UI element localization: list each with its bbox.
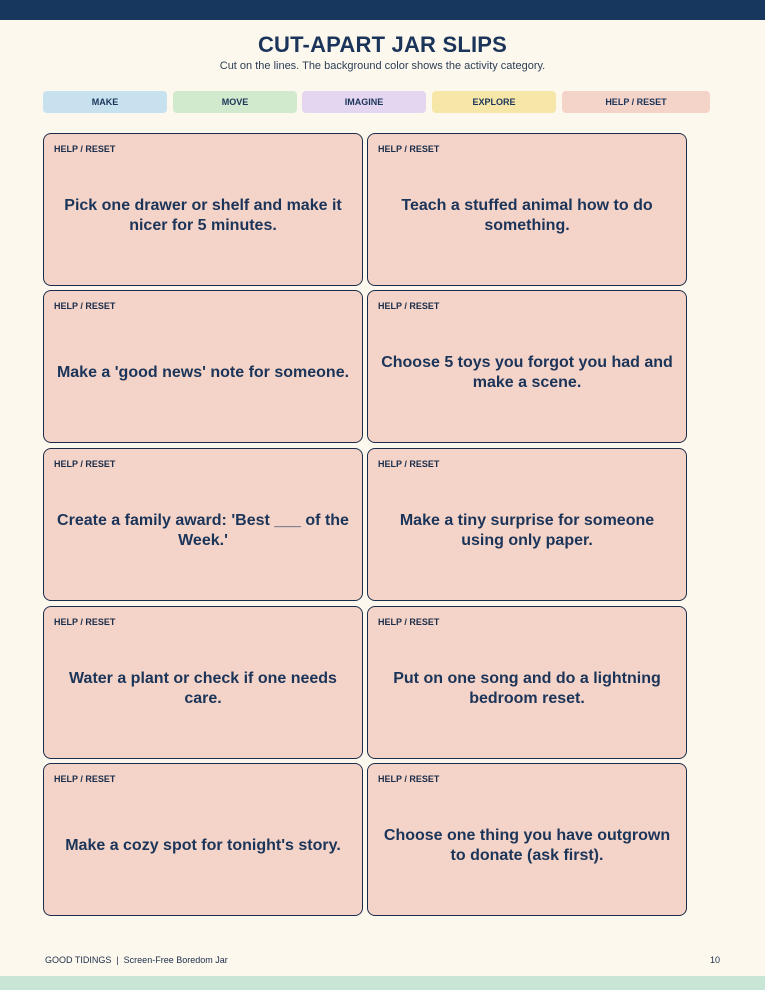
legend-chip-help-reset: HELP / RESET [562,91,710,113]
slip-activity-text: Make a cozy spot for tonight's story. [65,836,341,854]
slip-activity-text: Water a plant or check if one needs care. [69,669,337,707]
jar-slip [367,290,687,443]
slip-activity-text: Pick one drawer or shelf and make it nicer for 5 minutes. [64,196,342,234]
page-title: CUT-APART JAR SLIPS [257,32,508,57]
jar-slip [367,606,687,759]
jar-slip [367,448,687,601]
slip-category-label: HELP / RESET [54,144,116,154]
legend-chip-imagine: IMAGINE [302,91,426,113]
top-bar [0,0,765,20]
slip-activity-text: Create a family award: 'Best ___ of the Week.' [57,511,349,549]
jar-slip [367,133,687,286]
legend-chip-make: MAKE [43,91,167,113]
slip-activity-text: Put on one song and do a lightning bedroom reset. [393,669,661,707]
jar-slip [43,290,363,443]
jar-slip [43,133,363,286]
slip-category-label: HELP / RESET [378,301,440,311]
jar-slip [367,763,687,916]
page-subtitle: Cut on the lines. The background color shows the activity category. [219,60,546,72]
slip-activity-text: Make a tiny surprise for someone using only paper. [399,511,655,549]
legend-chip-explore: EXPLORE [432,91,556,113]
slip-category-label: HELP / RESET [378,774,440,784]
slip-activity-text: Choose one thing you have outgrown to donate (ask first). [383,826,671,864]
slip-activity-text: Choose 5 toys you forgot you had and make a scene. [381,353,673,391]
page-number: 10 [709,955,720,965]
legend-chip-move: MOVE [173,91,297,113]
slip-category-label: HELP / RESET [54,301,116,311]
slip-category-label: HELP / RESET [378,144,440,154]
bottom-bar [0,976,765,990]
footer-brand: GOOD TIDINGS | Screen-Free Boredom Jar [45,955,228,965]
slip-category-label: HELP / RESET [54,617,116,627]
jar-slip [43,448,363,601]
jar-slip [43,606,363,759]
jar-slip [43,763,363,916]
slip-activity-text: Make a 'good news' note for someone. [56,363,350,381]
slip-category-label: HELP / RESET [54,459,116,469]
slip-category-label: HELP / RESET [378,617,440,627]
slip-category-label: HELP / RESET [54,774,116,784]
slip-activity-text: Teach a stuffed animal how to do something. [401,196,653,234]
slip-category-label: HELP / RESET [378,459,440,469]
